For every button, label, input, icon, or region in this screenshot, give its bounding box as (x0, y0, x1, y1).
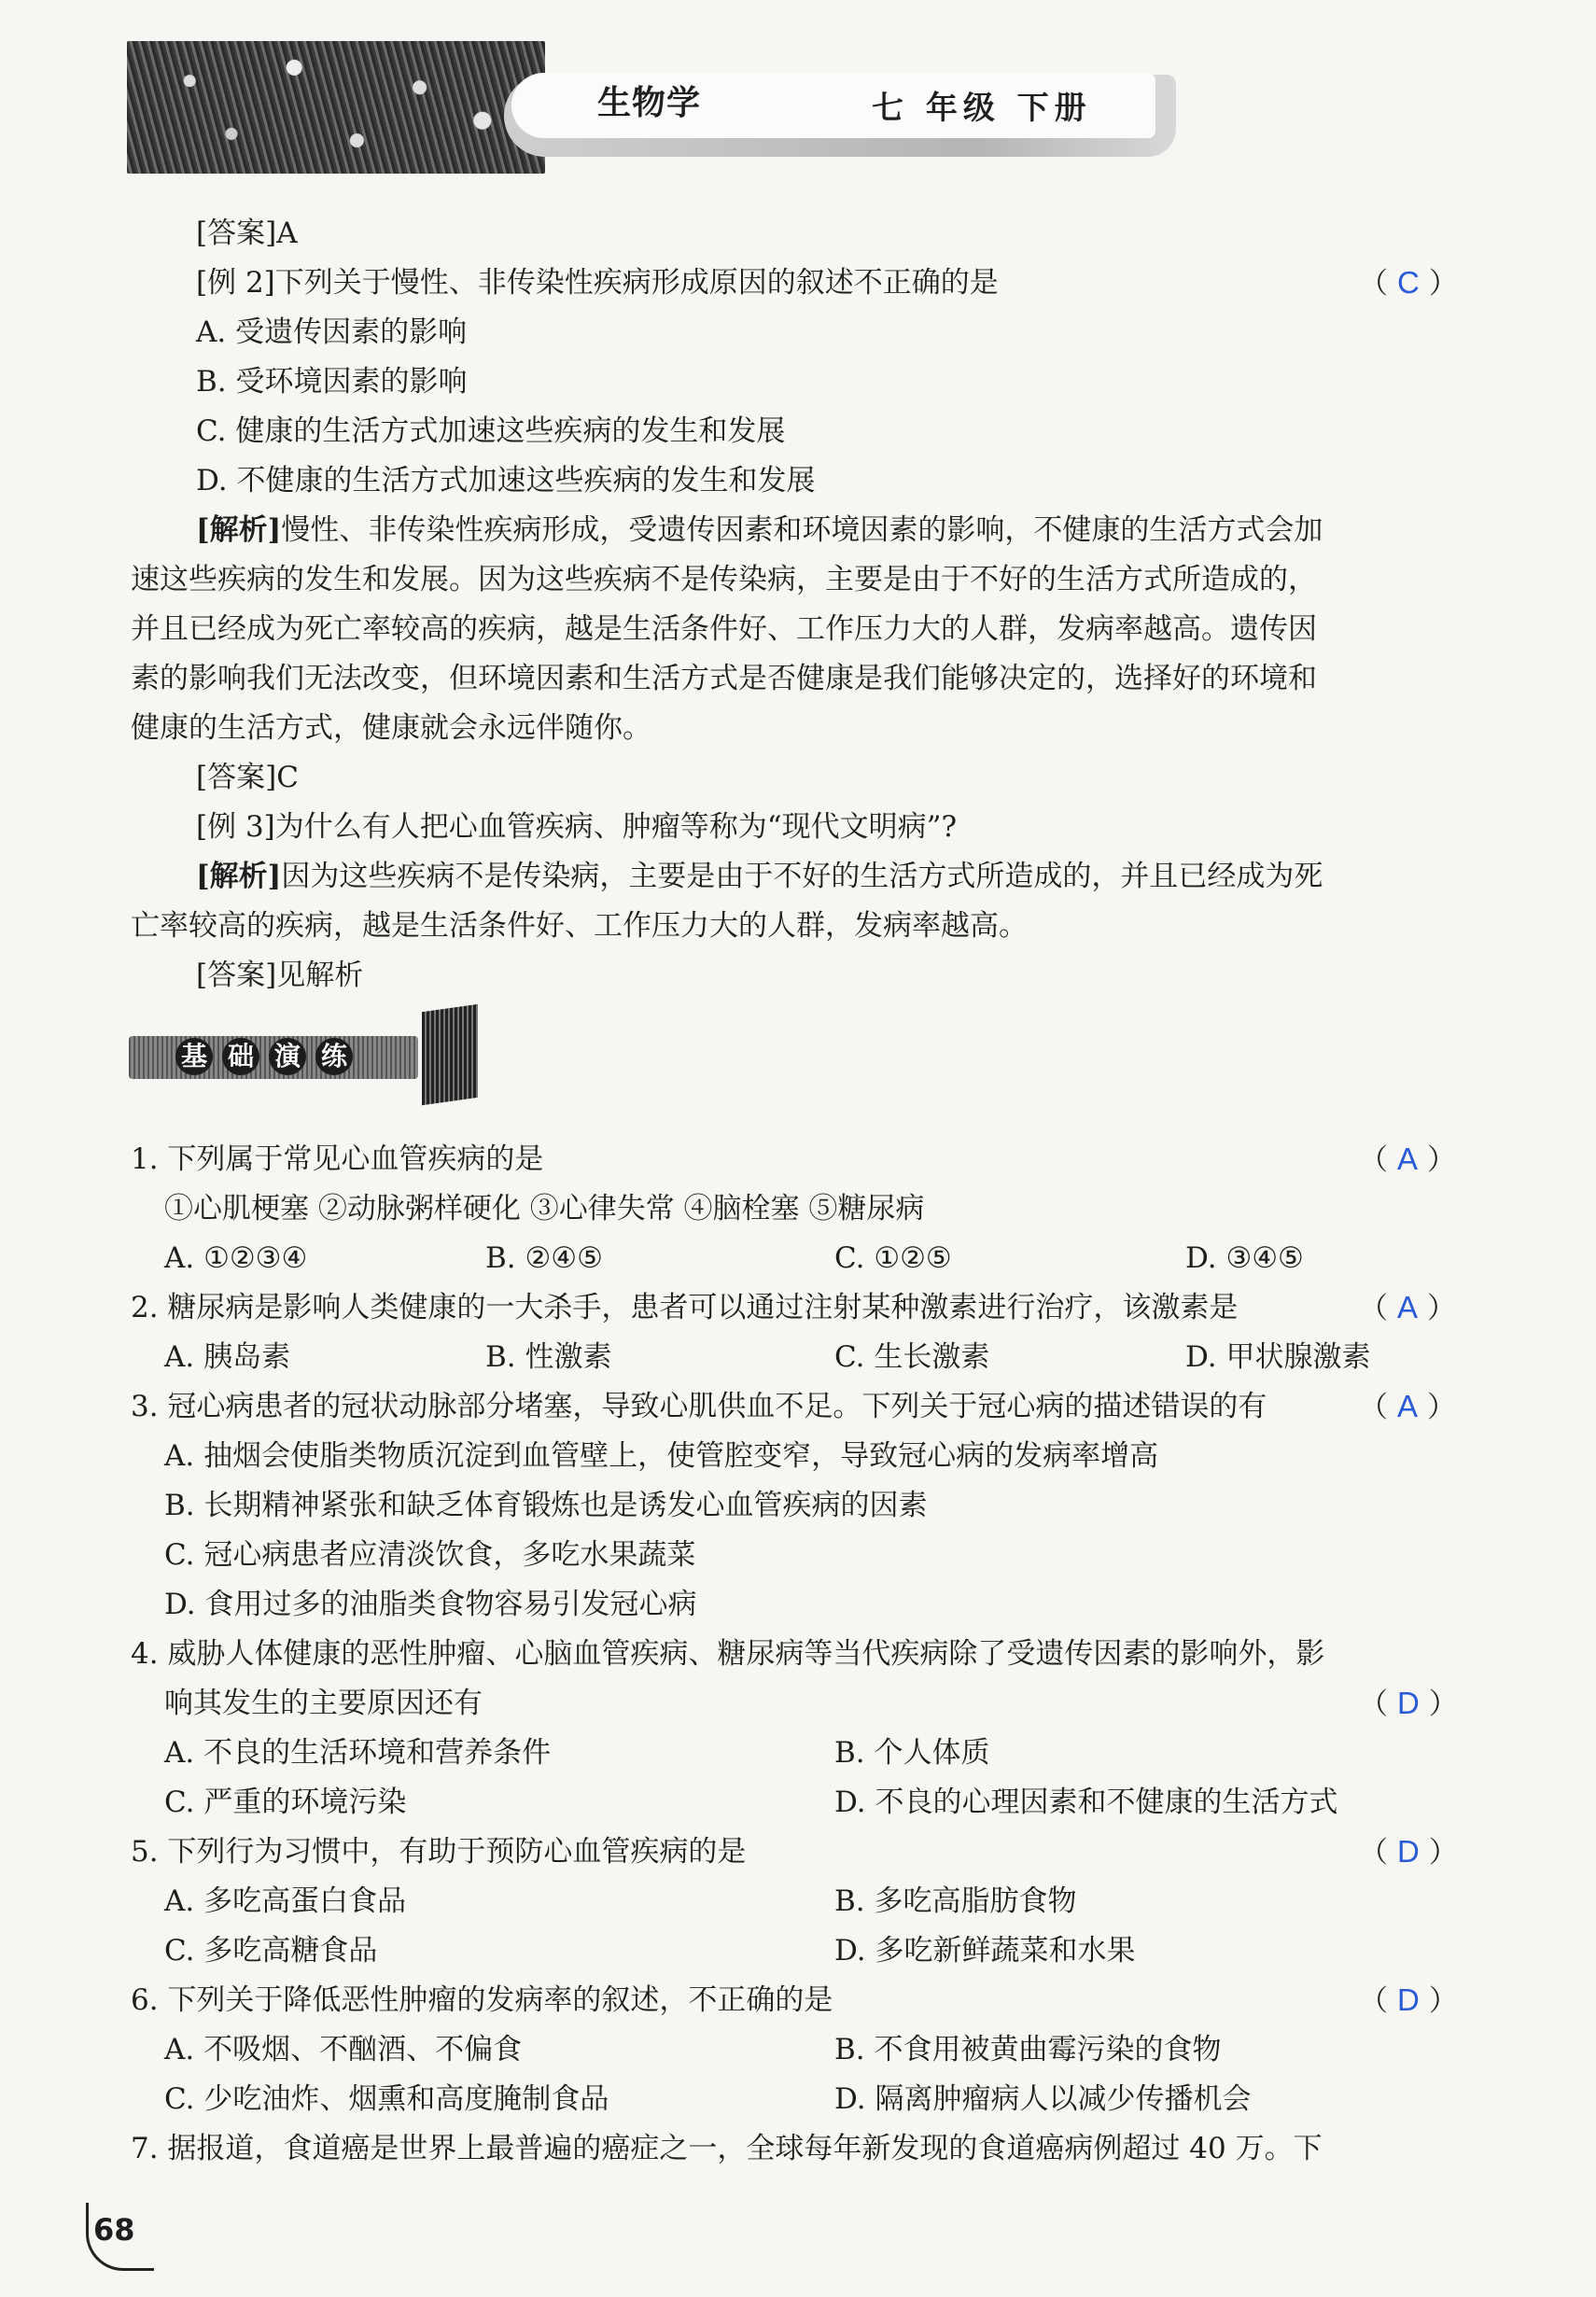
example-2-analysis-line-2: 速这些疾病的发生和发展。因为这些疾病不是传染病，主要是由于不好的生活方式所造成的， (131, 563, 1317, 596)
question-5-option-b: B. 多吃高脂肪食物 (834, 1884, 1077, 1918)
example-2-analysis-line-4: 素的影响我们无法改变，但环境因素和生活方式是否健康是我们能够决定的，选择好的环境和 (131, 662, 1317, 695)
answer-line-1: [答案]A (196, 217, 298, 250)
header-subject: 生物学 (597, 83, 702, 122)
analysis-label: [解析] (196, 860, 282, 893)
question-1-option-c: C. ①②⑤ (834, 1241, 952, 1275)
question-1-answer-letter: A (1397, 1141, 1419, 1176)
example-3-question: [例 3]为什么有人把心血管疾病、肿瘤等称为“现代文明病”? (196, 810, 958, 844)
example-2-option-b: B. 受环境因素的影响 (196, 365, 468, 399)
example-2-analysis-line-1 (196, 511, 1323, 549)
question-6-answer: （ D ） (1359, 1982, 1458, 2018)
question-2-option-d: D. 甲状腺激素 (1185, 1340, 1371, 1374)
question-1-items: ①心肌梗塞 ②动脉粥样硬化 ③心律失常 ④脑栓塞 ⑤糖尿病 (164, 1192, 925, 1226)
question-5-stem: 5. 下列行为习惯中，有助于预防心血管疾病的是 (131, 1835, 747, 1869)
section-title-char: 演 (269, 1038, 306, 1075)
section-title (175, 1038, 353, 1075)
question-7-stem: 7. 据报道，食道癌是世界上最普遍的癌症之一，全球每年新发现的食道癌病例超过 40 万。下 (131, 2132, 1323, 2165)
question-2-option-c: C. 生长激素 (834, 1340, 990, 1374)
question-3-option-a: A. 抽烟会使脂类物质沉淀到血管壁上，使管腔变窄，导致冠心病的发病率增高 (164, 1439, 1159, 1473)
page-number: 68 (93, 2212, 135, 2248)
question-3-answer-letter: A (1397, 1389, 1419, 1423)
section-title-char: 练 (315, 1038, 353, 1075)
question-4-stem-line-2: 响其发生的主要原因还有 (164, 1687, 483, 1720)
question-2-stem: 2. 糖尿病是影响人类健康的一大杀手，患者可以通过注射某种激素进行治疗，该激素是 (131, 1291, 1239, 1324)
example-2-answer: （ C ） (1359, 265, 1458, 301)
question-5-option-d: D. 多吃新鲜蔬菜和水果 (834, 1934, 1136, 1968)
example-3-analysis-line-1 (196, 858, 1323, 895)
example-2-analysis-line-3: 并且已经成为死亡率较高的疾病，越是生活条件好、工作压力大的人群，发病率越高。遗传因 (131, 612, 1317, 646)
question-3-option-c: C. 冠心病患者应清淡饮食，多吃水果蔬菜 (164, 1538, 696, 1572)
question-4-option-a: A. 不良的生活环境和营养条件 (164, 1736, 552, 1770)
question-2-option-b: B. 性激素 (485, 1340, 612, 1374)
header-photo (127, 41, 545, 174)
example-2-answer-letter: C (1397, 265, 1420, 300)
example-2-option-c: C. 健康的生活方式加速这些疾病的发生和发展 (196, 414, 786, 448)
section-book-icon (422, 1004, 478, 1105)
question-6-answer-letter: D (1397, 1982, 1420, 2017)
section-title-char: 础 (222, 1038, 259, 1075)
question-1-answer: （ A ） (1359, 1141, 1457, 1177)
question-5-answer-letter: D (1397, 1834, 1420, 1869)
analysis-label: [解析] (196, 513, 282, 547)
question-6-option-a: A. 不吸烟、不酗酒、不偏食 (164, 2033, 523, 2066)
example-3-answer-line: [答案]见解析 (196, 959, 364, 992)
question-6-option-c: C. 少吃油炸、烟熏和高度腌制食品 (164, 2082, 609, 2116)
question-2-option-a: A. 胰岛素 (164, 1340, 291, 1374)
question-1-option-d: D. ③④⑤ (1185, 1241, 1304, 1275)
example-2-analysis-line-5: 健康的生活方式，健康就会永远伴随你。 (131, 711, 651, 745)
question-2-answer: （ A ） (1359, 1290, 1457, 1325)
question-5-option-c: C. 多吃高糖食品 (164, 1934, 378, 1968)
question-4-option-d: D. 不良的心理因素和不健康的生活方式 (834, 1786, 1338, 1819)
analysis-text: 因为这些疾病不是传染病，主要是由于不好的生活方式所造成的，并且已经成为死 (281, 860, 1323, 893)
section-title-char: 基 (175, 1038, 213, 1075)
question-6-option-d: D. 隔离肿瘤病人以减少传播机会 (834, 2082, 1252, 2116)
question-4-answer: （ D ） (1359, 1686, 1458, 1721)
example-2-question: [例 2]下列关于慢性、非传染性疾病形成原因的叙述不正确的是 (196, 266, 999, 300)
analysis-text: 慢性、非传染性疾病形成，受遗传因素和环境因素的影响，不健康的生活方式会加 (281, 513, 1323, 547)
question-4-answer-letter: D (1397, 1686, 1420, 1720)
question-4-stem-line-1: 4. 威胁人体健康的恶性肿瘤、心脑血管疾病、糖尿病等当代疾病除了受遗传因素的影响外，影 (131, 1637, 1325, 1671)
example-2-answer-line: [答案]C (196, 761, 299, 794)
question-3-answer: （ A ） (1359, 1389, 1457, 1424)
header-grade: 七 年级 下册 (872, 90, 1092, 127)
question-6-option-b: B. 不食用被黄曲霉污染的食物 (834, 2033, 1222, 2066)
question-5-answer: （ D ） (1359, 1834, 1458, 1870)
example-2-option-a: A. 受遗传因素的影响 (196, 315, 468, 349)
question-4-option-c: C. 严重的环境污染 (164, 1786, 407, 1819)
question-2-answer-letter: A (1397, 1290, 1419, 1324)
example-2-option-d: D. 不健康的生活方式加速这些疾病的发生和发展 (196, 464, 816, 497)
question-3-option-b: B. 长期精神紧张和缺乏体育锻炼也是诱发心血管疾病的因素 (164, 1489, 928, 1522)
question-5-option-a: A. 多吃高蛋白食品 (164, 1884, 407, 1918)
question-4-option-b: B. 个人体质 (834, 1736, 990, 1770)
question-3-option-d: D. 食用过多的油脂类食物容易引发冠心病 (164, 1588, 697, 1621)
question-1-option-a: A. ①②③④ (164, 1241, 308, 1275)
question-6-stem: 6. 下列关于降低恶性肿瘤的发病率的叙述，不正确的是 (131, 1983, 833, 2017)
example-3-analysis-line-2: 亡率较高的疾病，越是生活条件好、工作压力大的人群，发病率越高。 (131, 909, 1028, 943)
question-3-stem: 3. 冠心病患者的冠状动脉部分堵塞，导致心肌供血不足。下列关于冠心病的描述错误的有 (131, 1390, 1267, 1423)
question-1-option-b: B. ②④⑤ (485, 1241, 603, 1275)
question-1-stem: 1. 下列属于常见心血管疾病的是 (131, 1142, 544, 1176)
